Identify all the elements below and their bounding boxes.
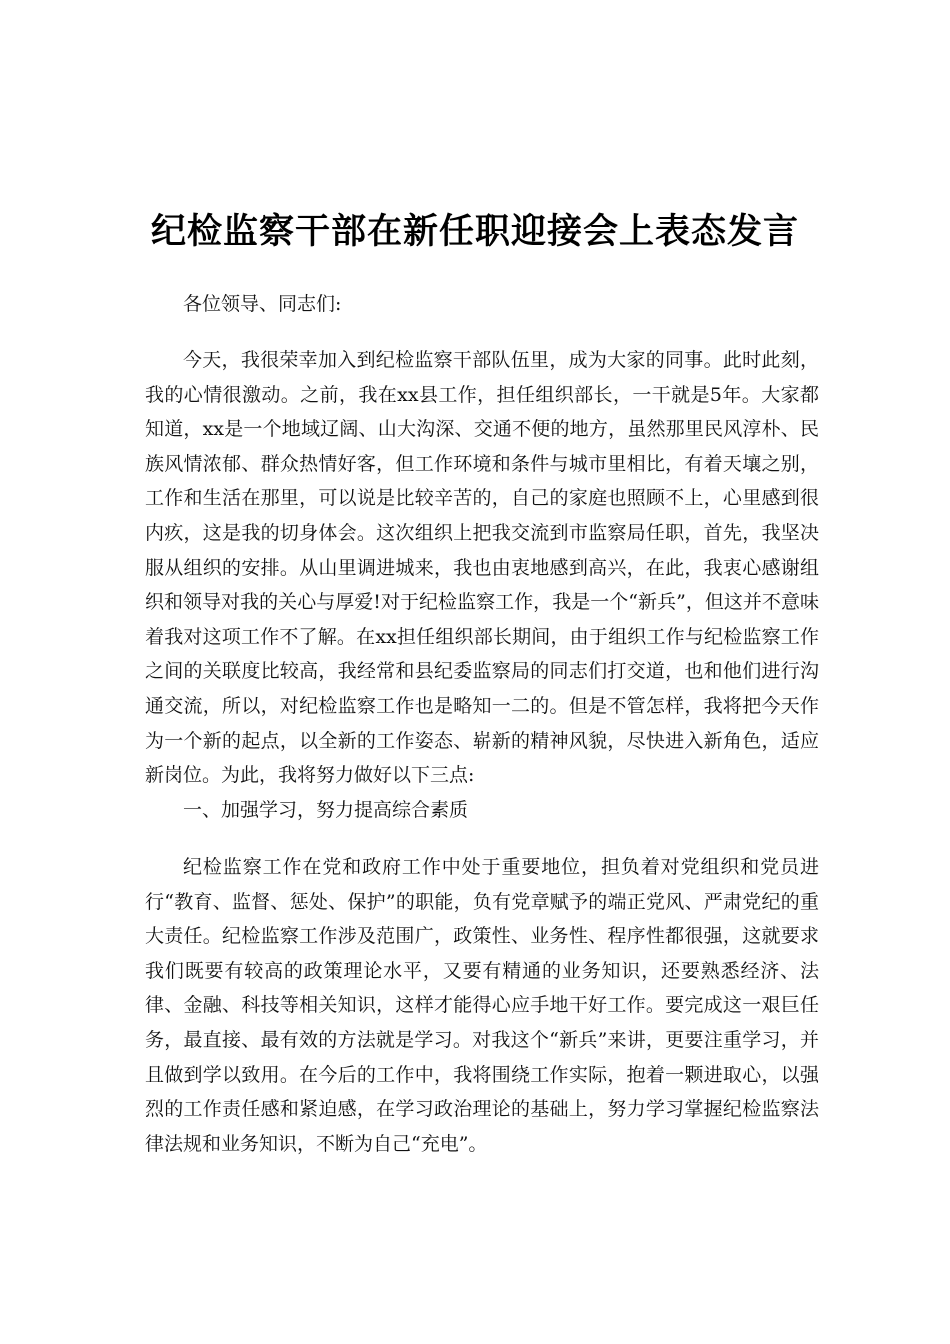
paragraph-study: 纪检监察工作在党和政府工作中处于重要地位，担负着对党组织和党员进行“教育、监督、惩处、保护”的职能，负有党章赋予的端正党风、严肃党纪的重大责任。纪检监察工作涉及范围广，政策性、业务性、程序性都很强，这就要求我们既要有较高的政策理论水平，又要有精通的业务知识，还要熟悉经济、法律、金融、科技等相关知识，这样才能得心应手地干好工作。要完成这一艰巨任务，最直接、最有效的方法就是学习。对我这个“新兵”来讲，更要注重学习，并且做到学以致用。在今后的工作中，我将围绕工作实际，抱着一颗进取心，以强烈的工作责任感和紧迫感，在学习政治理论的基础上，努力学习掌握纪检监察法律法规和业务知识，不断为自己“充电”。 [145,856,819,1155]
document-title: 纪检监察干部在新任职迎接会上表态发言 [150,212,799,252]
paragraph-intro: 今天，我很荣幸加入到纪检监察干部队伍里，成为大家的同事。此时此刻，我的心情很激动。之前，我在xx县工作，担任组织部长，一干就是5年。大家都知道，xx是一个地域辽阔、山大沟深、交通不便的地方，虽然那里民风淳朴、民族风情浓郁、群众热情好客，但工作环境和条件与城市里相比，有着天壤之别，工作和生活在那里，可以说是比较辛苦的，自己的家庭也照顾不上，心里感到很内疚，这是我的切身体会。这次组织上把我交流到市监察局任职，首先，我坚决服从组织的安排。从山里调进城来，我也由衷地感到高兴，在此，我衷心感谢组织和领导对我的关心与厚爱!对于纪检监察工作，我是一个“新兵”，但这并不意味着我对这项工作不了解。在xx担任组织部长期间，由于组织工作与纪检监察工作之间的关联度比较高，我经常和县纪委监察局的同志们打交道，也和他们进行沟通交流，所以，对纪检监察工作也是略知一二的。但是不管怎样，我将把今天作为一个新的起点，以全新的工作姿态、崭新的精神风貌，尽快进入新角色，适应新岗位。为此，我将努力做好以下三点: [145,349,819,787]
greeting-line: 各位领导、同志们: [183,293,342,315]
section-heading-1: 一、加强学习，努力提高综合素质 [183,799,469,821]
